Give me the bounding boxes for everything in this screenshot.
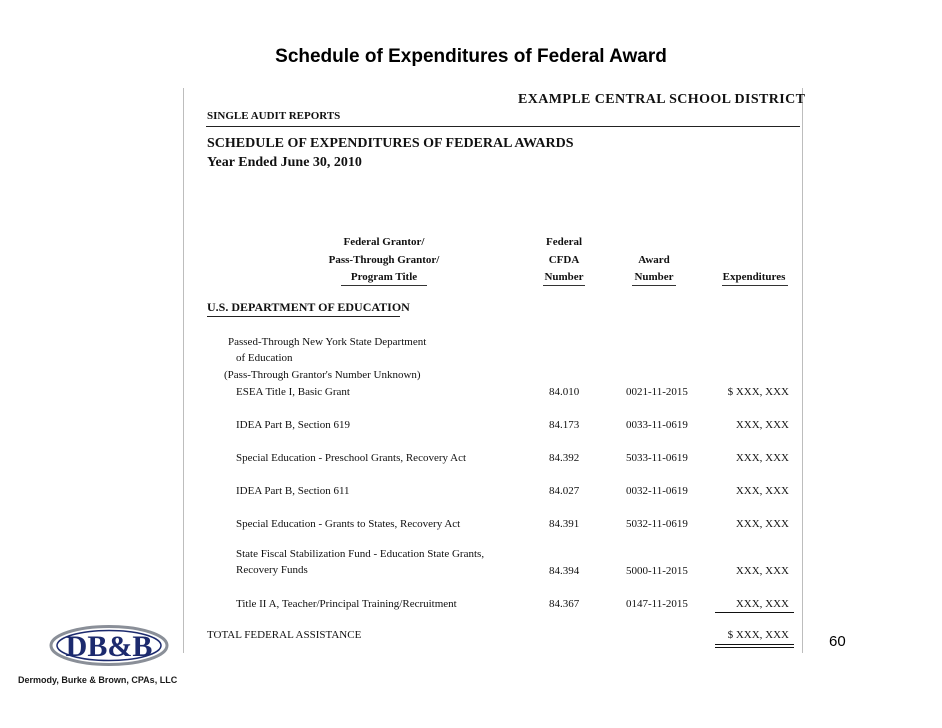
program-award: 5033-11-0619 — [626, 452, 688, 464]
program-title: Special Education - Grants to States, Recovery Act — [236, 518, 461, 530]
program-amount: XXX, XXX — [735, 452, 789, 464]
header-cfda-2: CFDA — [548, 254, 580, 266]
dbb-logo — [47, 624, 171, 667]
header-rule — [206, 126, 800, 127]
header-award-1: Award — [638, 254, 670, 266]
program-amount: XXX, XXX — [735, 518, 789, 530]
program-amount: XXX, XXX — [735, 598, 789, 610]
fiscal-year: Year Ended June 30, 2010 — [207, 155, 362, 170]
total-double-rule-top — [715, 644, 794, 645]
program-cfda: 84.027 — [549, 485, 580, 497]
header-award-2: Number — [634, 271, 674, 283]
subtotal-rule — [715, 612, 794, 613]
page-number: 60 — [829, 633, 846, 650]
district-name: EXAMPLE CENTRAL SCHOOL DISTRICT — [518, 92, 806, 107]
program-cfda: 84.367 — [549, 598, 580, 610]
program-award: 0147-11-2015 — [626, 598, 688, 610]
program-cfda: 84.010 — [549, 386, 580, 398]
header-expenditures: Expenditures — [722, 271, 786, 283]
program-award: 0021-11-2015 — [626, 386, 688, 398]
program-amount: $ XXX, XXX — [727, 386, 789, 398]
program-title: IDEA Part B, Section 619 — [236, 419, 350, 431]
firm-name: Dermody, Burke & Brown, CPAs, LLC — [18, 675, 178, 685]
department-heading: U.S. DEPARTMENT OF EDUCATION — [207, 300, 410, 314]
program-amount: XXX, XXX — [735, 419, 789, 431]
program-title: Title II A, Teacher/Principal Training/Recruitment — [236, 598, 457, 610]
header-expenditures-underline — [722, 285, 788, 286]
audit-document — [183, 88, 806, 653]
header-grantor-3: Program Title — [350, 271, 418, 283]
program-title: ESEA Title I, Basic Grant — [236, 386, 350, 398]
program-cfda: 84.392 — [549, 452, 580, 464]
total-amount: $ XXX, XXX — [727, 629, 789, 641]
program-cfda: 84.173 — [549, 419, 580, 431]
program-title-line-1: State Fiscal Stabilization Fund - Education State Grants, — [236, 548, 485, 560]
program-cfda: 84.394 — [549, 565, 580, 577]
header-grantor-underline — [341, 285, 427, 286]
program-award: 5032-11-0619 — [626, 518, 688, 530]
program-title: Special Education - Preschool Grants, Recovery Act — [236, 452, 467, 464]
schedule-title: SCHEDULE OF EXPENDITURES OF FEDERAL AWARDS — [207, 136, 574, 151]
total-label: TOTAL FEDERAL ASSISTANCE — [207, 629, 362, 641]
header-grantor-1: Federal Grantor/ — [343, 236, 425, 248]
total-double-rule-bottom — [715, 647, 794, 648]
header-cfda-3: Number — [544, 271, 584, 283]
pass-through-line-3: (Pass-Through Grantor's Number Unknown) — [224, 369, 421, 381]
department-underline — [207, 316, 400, 317]
program-amount: XXX, XXX — [735, 565, 789, 577]
pass-through-line-2: of Education — [236, 352, 293, 364]
header-award-underline — [632, 285, 676, 286]
header-cfda-1: Federal — [545, 236, 583, 248]
slide-title: Schedule of Expenditures of Federal Award — [275, 46, 667, 67]
report-type: SINGLE AUDIT REPORTS — [207, 110, 341, 122]
program-amount: XXX, XXX — [735, 485, 789, 497]
program-title: Recovery Funds — [236, 564, 308, 576]
pass-through-line-1: Passed-Through New York State Department — [228, 336, 427, 348]
header-cfda-underline — [543, 285, 585, 286]
logo-text: DB&B — [65, 630, 153, 663]
program-title: IDEA Part B, Section 611 — [236, 485, 350, 497]
program-cfda: 84.391 — [549, 518, 580, 530]
program-award: 0032-11-0619 — [626, 485, 688, 497]
header-grantor-2: Pass-Through Grantor/ — [328, 254, 440, 266]
program-award: 5000-11-2015 — [626, 565, 688, 577]
program-award: 0033-11-0619 — [626, 419, 688, 431]
